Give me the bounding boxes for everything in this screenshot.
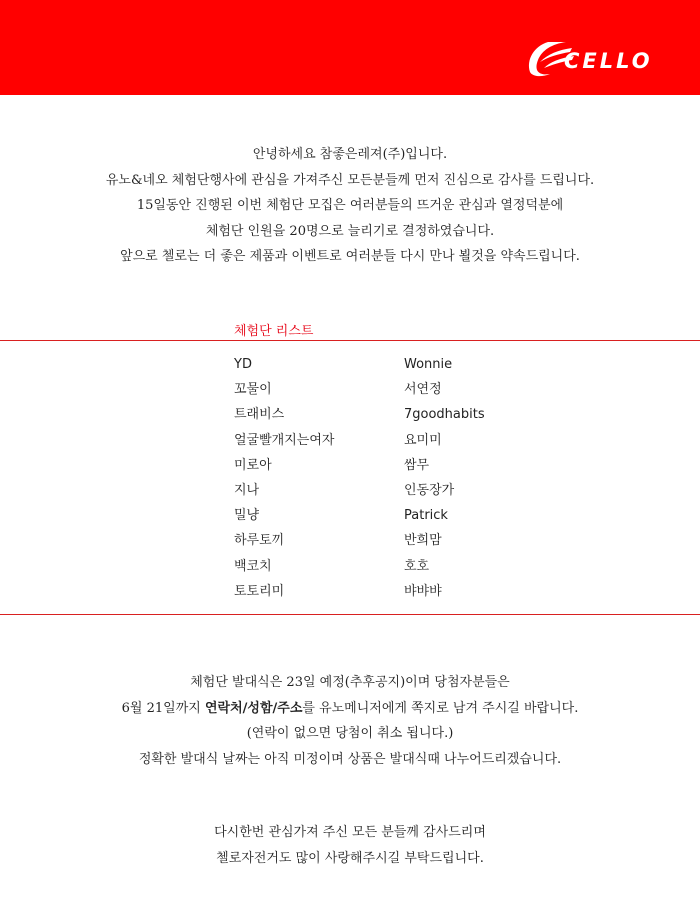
notice-text: 6월 21일까지 — [121, 700, 205, 716]
closing-line: 다시한번 관심가져 주신 모든 분들께 감사드리며 — [214, 825, 486, 840]
header-banner — [0, 0, 700, 95]
winner-list-right — [404, 352, 485, 604]
list-item: 하루토끼 — [234, 533, 285, 549]
list-item: 서연정 — [404, 382, 442, 398]
list-item: 7goodhabits — [404, 407, 485, 423]
intro-line: 15일동안 진행된 이번 체험단 모집은 여러분들의 뜨거운 관심과 열정덕분에 — [136, 198, 564, 213]
intro-line: 유노&네오 체험단행사에 관심을 가져주신 모든분들께 먼저 진심으로 감사를 드립니다. — [105, 172, 595, 188]
cello-logo[interactable] — [526, 38, 686, 80]
closing-message — [0, 820, 700, 872]
list-item: 요미미 — [404, 432, 442, 448]
list-item: YD — [234, 357, 252, 372]
list-item: 뱌뱌뱌 — [404, 583, 442, 599]
intro-line: 체험단 인원을 20명으로 늘리기로 결정하였습니다. — [205, 223, 495, 239]
notice-line — [0, 696, 700, 722]
list-item: 반희맘 — [404, 533, 442, 549]
list-item: Wonnie — [404, 357, 453, 372]
notice-line: (연락이 없으면 당첨이 취소 됩니다.) — [246, 726, 454, 741]
list-item: 트래비스 — [234, 407, 285, 423]
list-item: Patrick — [404, 508, 448, 524]
intro-message — [0, 142, 700, 270]
notice-text: 를 유노메니저에게 쪽지로 남겨 주시길 바랍니다. — [302, 700, 579, 716]
list-item: 얼굴빨개지는여자 — [234, 432, 335, 448]
closing-line: 첼로자전거도 많이 사랑해주시길 부탁드립니다. — [216, 851, 484, 866]
list-item: 밀냥 — [234, 508, 260, 524]
list-item: 쌈무 — [404, 457, 430, 473]
list-item: 백코치 — [234, 558, 272, 574]
list-title: 체험단 리스트 — [234, 324, 314, 339]
winner-list-left — [234, 352, 334, 604]
list-item: 지나 — [234, 482, 260, 498]
list-item: 토토리미 — [234, 583, 285, 599]
intro-line: 안녕하세요 참좋은레져(주)입니다. — [252, 147, 448, 162]
divider — [0, 340, 700, 341]
intro-line: 앞으로 첼로는 더 좋은 제품과 이벤트로 여러분들 다시 만나 뵐것을 약속드립니다. — [120, 249, 580, 264]
logo-text: CELLO — [564, 49, 653, 73]
notice-line: 체험단 발대식은 23일 예정(추후공지)이며 당첨자분들은 — [190, 675, 510, 690]
notice-message — [0, 670, 700, 772]
list-item: 인동장가 — [404, 482, 455, 498]
list-item: 꼬물이 — [234, 382, 272, 398]
list-item: 호호 — [404, 558, 430, 574]
divider — [0, 614, 700, 615]
required-info: 연락처/성함/주소 — [204, 700, 303, 716]
list-item: 미로아 — [234, 457, 272, 473]
notice-line: 정확한 발대식 날짜는 아직 미정이며 상품은 발대식때 나누어드리겠습니다. — [138, 751, 562, 767]
